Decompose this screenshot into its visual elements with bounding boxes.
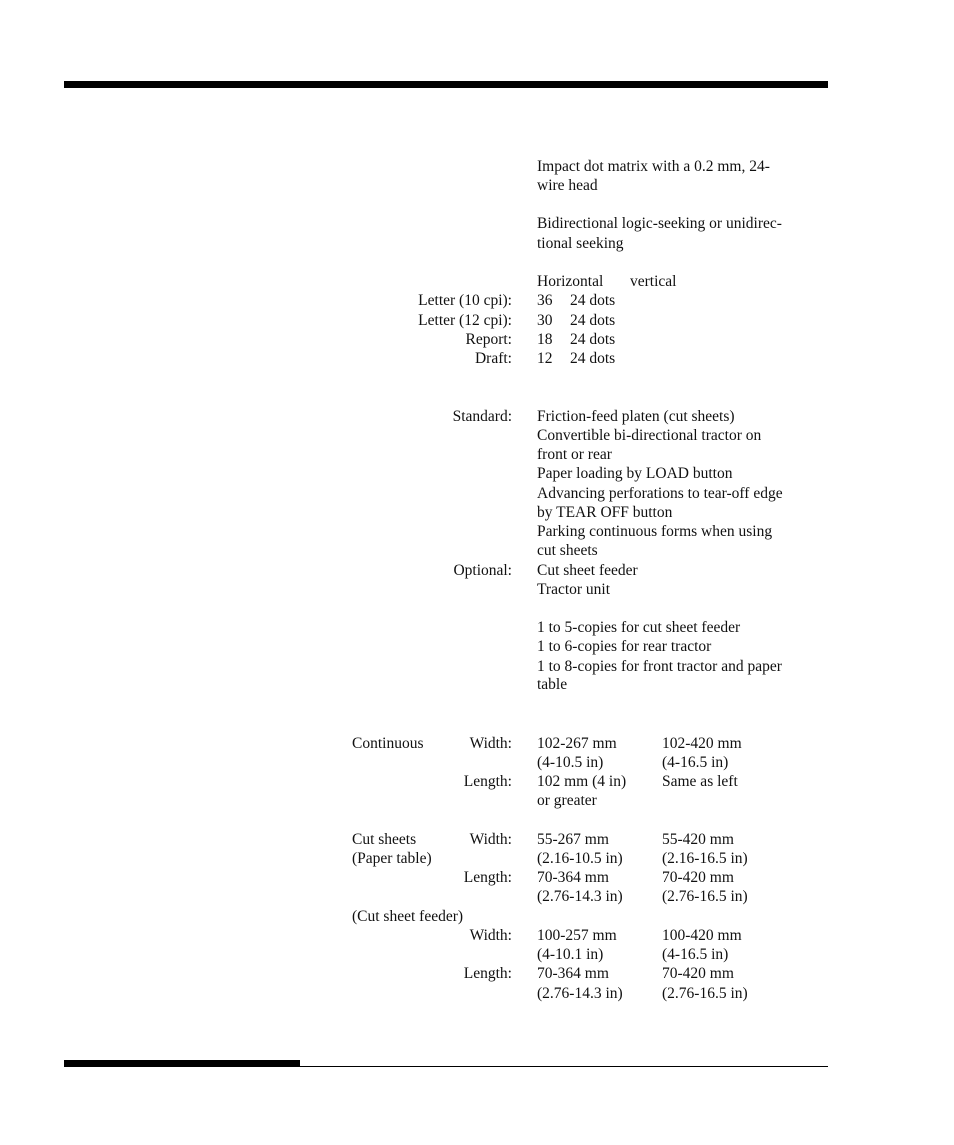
- cut-sheets-length-b: 70-420 mm: [662, 869, 734, 886]
- continuous-width-label: Width:: [469, 735, 512, 752]
- paper-feed-standard-line: front or rear: [537, 446, 612, 463]
- paper-feed-standard-line: Friction-feed platen (cut sheets): [537, 408, 735, 425]
- paper-feed-standard-line: Paper loading by LOAD button: [537, 465, 733, 482]
- paper-feed-optional-line: Tractor unit: [537, 581, 611, 598]
- cut-sheet-feeder-length-b: (2.76-16.5 in): [662, 985, 748, 1002]
- dot-matrix-row-h: 30: [537, 312, 553, 329]
- cut-sheets-length-a: 70-364 mm: [537, 869, 609, 886]
- continuous-width-a: 102-267 mm: [537, 735, 617, 752]
- cut-sheet-feeder-length-label: Length:: [463, 965, 512, 982]
- continuous-length-label: Length:: [463, 773, 512, 790]
- dot-matrix-row-v: 24 dots: [570, 312, 616, 329]
- dot-matrix-row-h: 12: [537, 350, 553, 367]
- cut-sheet-feeder-label: (Cut sheet feeder): [352, 908, 464, 925]
- print-method-line-1: Impact dot matrix with a 0.2 mm, 24-: [537, 158, 770, 175]
- copies-line: table: [537, 676, 568, 693]
- copies-line: 1 to 8-copies for front tractor and paper: [537, 658, 782, 675]
- dot-matrix-row-h: 36: [537, 292, 553, 309]
- continuous-width-b: (4-16.5 in): [662, 754, 729, 771]
- dot-matrix-header-horizontal: Horizontal: [537, 273, 604, 290]
- cut-sheet-feeder-width-b: (4-16.5 in): [662, 946, 729, 963]
- print-direction-line-1: Bidirectional logic-seeking or unidirec-: [537, 215, 782, 232]
- dot-matrix-row-label: Letter (12 cpi):: [418, 312, 512, 329]
- cut-sheets-width-b: 55-420 mm: [662, 831, 734, 848]
- header-rule: [64, 81, 828, 88]
- cut-sheet-feeder-width-a: 100-257 mm: [537, 927, 617, 944]
- cut-sheets-length-label: Length:: [463, 869, 512, 886]
- paper-feed-standard-line: Advancing perforations to tear-off edge: [537, 485, 783, 502]
- cut-sheet-feeder-width-label: Width:: [469, 927, 512, 944]
- dot-matrix-row-h: 18: [537, 331, 553, 348]
- copies-line: 1 to 5-copies for cut sheet feeder: [537, 619, 741, 636]
- paper-feed-standard-line: Parking continuous forms when using: [537, 523, 773, 540]
- continuous-length-a: or greater: [537, 792, 597, 809]
- dot-matrix-row-v: 24 dots: [570, 350, 616, 367]
- cut-sheet-feeder-width-a: (4-10.1 in): [537, 946, 604, 963]
- cut-sheets-label: Cut sheets: [352, 831, 417, 848]
- continuous-length-b: Same as left: [662, 773, 738, 790]
- continuous-length-a: 102 mm (4 in): [537, 773, 627, 790]
- cut-sheets-width-b: (2.16-16.5 in): [662, 850, 748, 867]
- print-method-line-2: wire head: [537, 177, 598, 194]
- paper-feed-standard-line: by TEAR OFF button: [537, 504, 673, 521]
- dot-matrix-row-label: Letter (10 cpi):: [418, 292, 512, 309]
- print-direction-line-2: tional seeking: [537, 235, 624, 252]
- footer-rule-thin: [64, 1066, 828, 1067]
- dot-matrix-row-v: 24 dots: [570, 292, 616, 309]
- paper-feed-optional-line: Cut sheet feeder: [537, 562, 638, 579]
- cut-sheets-width-a: (2.16-10.5 in): [537, 850, 623, 867]
- paper-feed-standard-label: Standard:: [452, 408, 512, 425]
- cut-sheets-length-b: (2.76-16.5 in): [662, 888, 748, 905]
- cut-sheets-length-a: (2.76-14.3 in): [537, 888, 623, 905]
- paper-feed-optional-label: Optional:: [453, 562, 512, 579]
- copies-line: 1 to 6-copies for rear tractor: [537, 638, 712, 655]
- dot-matrix-row-v: 24 dots: [570, 331, 616, 348]
- dot-matrix-row-label: Report:: [465, 331, 512, 348]
- cut-sheets-sublabel: (Paper table): [352, 850, 432, 867]
- cut-sheet-feeder-length-a: 70-364 mm: [537, 965, 609, 982]
- paper-feed-standard-line: cut sheets: [537, 542, 598, 559]
- cut-sheets-width-a: 55-267 mm: [537, 831, 609, 848]
- cut-sheet-feeder-length-a: (2.76-14.3 in): [537, 985, 623, 1002]
- continuous-label: Continuous: [352, 735, 424, 752]
- continuous-width-b: 102-420 mm: [662, 735, 742, 752]
- cut-sheet-feeder-length-b: 70-420 mm: [662, 965, 734, 982]
- paper-feed-standard-line: Convertible bi-directional tractor on: [537, 427, 762, 444]
- cut-sheets-width-label: Width:: [469, 831, 512, 848]
- dot-matrix-row-label: Draft:: [474, 350, 512, 367]
- dot-matrix-header-vertical: vertical: [630, 273, 677, 290]
- continuous-width-a: (4-10.5 in): [537, 754, 604, 771]
- cut-sheet-feeder-width-b: 100-420 mm: [662, 927, 742, 944]
